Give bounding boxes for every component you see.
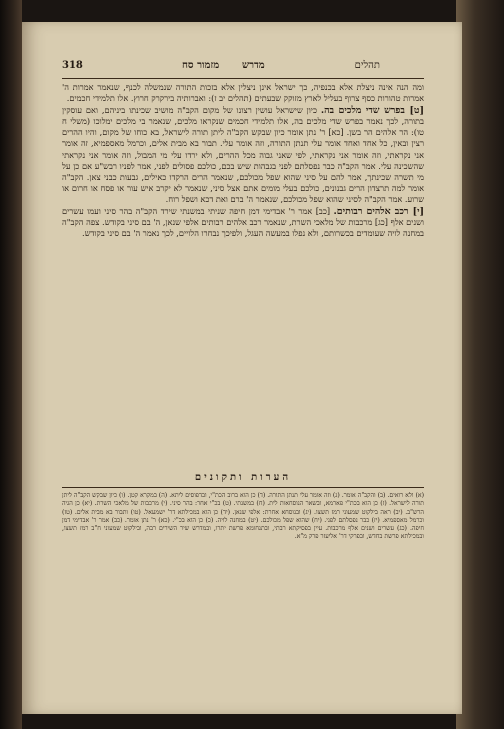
running-head: [62, 60, 424, 76]
main-text: [62, 82, 424, 462]
book-binding: [0, 0, 22, 729]
page: [22, 22, 462, 714]
notes-text: (א) ולא רואים. (ב) והקב"ה אומר. (ג) וזה אומר עלי תנתן התורה. (ד) כן הוא ברוב הכת"י, ובדפוסים ליתא. (ה) במקרא קטן. (ו) כיון שבקש הקב"ה ליתן תורה לישראל. (ז) כן הוא בכת"י פארמא, ובשאר הנוסחאות לית. (ח) במשנתי. (ט) בכ"י אחר: בהר סיני. (י) מרכבות של מלאכי השרת. (יא) כן הגיה הרש"ב. (יב) ראה בילקוט שמעוני רמז תשצו. (יג) ובנוסחא אחרת: אלפי שנאן. (יד) כן הוא במכילתא דר' ישמעאל. (טו) ותבור בא מבית אלים. (טז) וכרמל מאספמיא. (יז) כבר נפסלתם לפני. (יח) שהוא שפל מכולכם. (יט) במחנה לויה. (כ) כן הוא בכ"י. (כא) ר' נתן אומר. (כב) אמר ר' אבדימי דמן חיפה. (כג) עשרים ושנים אלף מרכבות. עיין בפסיקתא רבתי, ובתנחומא פרשת יתרו, ובמדרש שיר השירים רבה, ובילקוט שמעוני ח"ב רמז תשצו, ובמכילתא פרשת בחדש, ובפרקי דר' אליעזר פרק מ"א.: [62, 492, 424, 541]
section-body: כיון שישראל עושין רצונו של מקום הקב"ה מושיב שכינתו ביניהם, ואם עוסקין בתורה, לכך נאמר בפרש שדי מלכים בה, אלו תלמידי חכמים שנקראו מלכים, שנאמר בי מלכים ימלוכו (משלי ח טו): הר אלהים הר בשן. [כא] ר' נתן אומר כיון שבקש הקב"ה ליתן תורה לישראל, בא כוחו של מקום, והיו ההרים רצין ובאין, כל אחד ואחד אומר עלי תנתן התורה, וזה אומר עלי. תבור בא מבית אלים, וכרמל מאספמיא, זה אומר אני נקראתי, וזה אומר אני נקראתי, לפי שאני גבוה מכל ההרים, ולא ירדו עלי מי המבול, וזה אומר אני נקראתי שהשכינה עלי. אמר הקב"ה כבר נפסלתם לפני בגבהות שיש בכם, כולכם פסולים לפני, אמר לפניו רבש"ע אם כן על מי תשרה שכינתך, אמר להם על סיני שהוא שפל מכולכם, שנאמר הרים הרקדו כאילים, גבעות כבני צאן. הקב"ה אומר למה תרצדון הרים גבנונים, כולכם בעלי מומים אתם אצל סיני, שנאמר לא יקרב איש עור או פסח או חרום או שרוע. אמר הקב"ה לסיני שהוא שפל מכולכם, שנאמר ה' ברם ואת דכא ושפל רוח.: [62, 105, 424, 204]
page-number: 318: [62, 60, 83, 71]
section-heading: [י] רכב אלהים רבותים.: [333, 206, 424, 218]
section-body: [כב] אמר ר' אבדימי דמן חיפה שניתי במשנתי שירד הקב"ה בהר סיני ועמו עשרים ושנים אלף [כג] מרכבות של מלאכי השרת, שנאמר רכב אלהים רבותים אלפי שנאן, ה' בם סיני בקודש. צפה הקב"ה במחנה לויה שעומדים בכשרותם, ולא נפלו במעשה העגל, ולפיכך נבחרו הלויים, לכך נאמר ה' בם סיני בקודש.: [62, 206, 424, 239]
paragraph: [62, 105, 424, 205]
header-rule: [62, 78, 424, 79]
paragraph: [62, 206, 424, 239]
section-heading: [ט] בפרש שדי מלכים בה.: [320, 105, 424, 117]
work-title: מדרש: [242, 60, 265, 71]
paragraph: ומה הנה אינה ניצלת אלא בכנפיה, כך ישראל אינן ניצלין אלא בזכות התורה שנמשלה לכנף, שנאמר אמרות ה' אמרות טהורות כסף צרוף בעליל לארץ מזוקק שבעתים (תהלים יב ז): ואברותיה בירקרק חרוץ. אלו תלמידי חכמים.: [62, 82, 424, 104]
page-edges: [456, 0, 504, 729]
notes-heading: הערות ותקונים: [194, 472, 292, 483]
notes-rule: [62, 487, 424, 488]
psalm-title: מזמור סח: [182, 60, 220, 71]
book-name: תהלים: [354, 60, 380, 71]
